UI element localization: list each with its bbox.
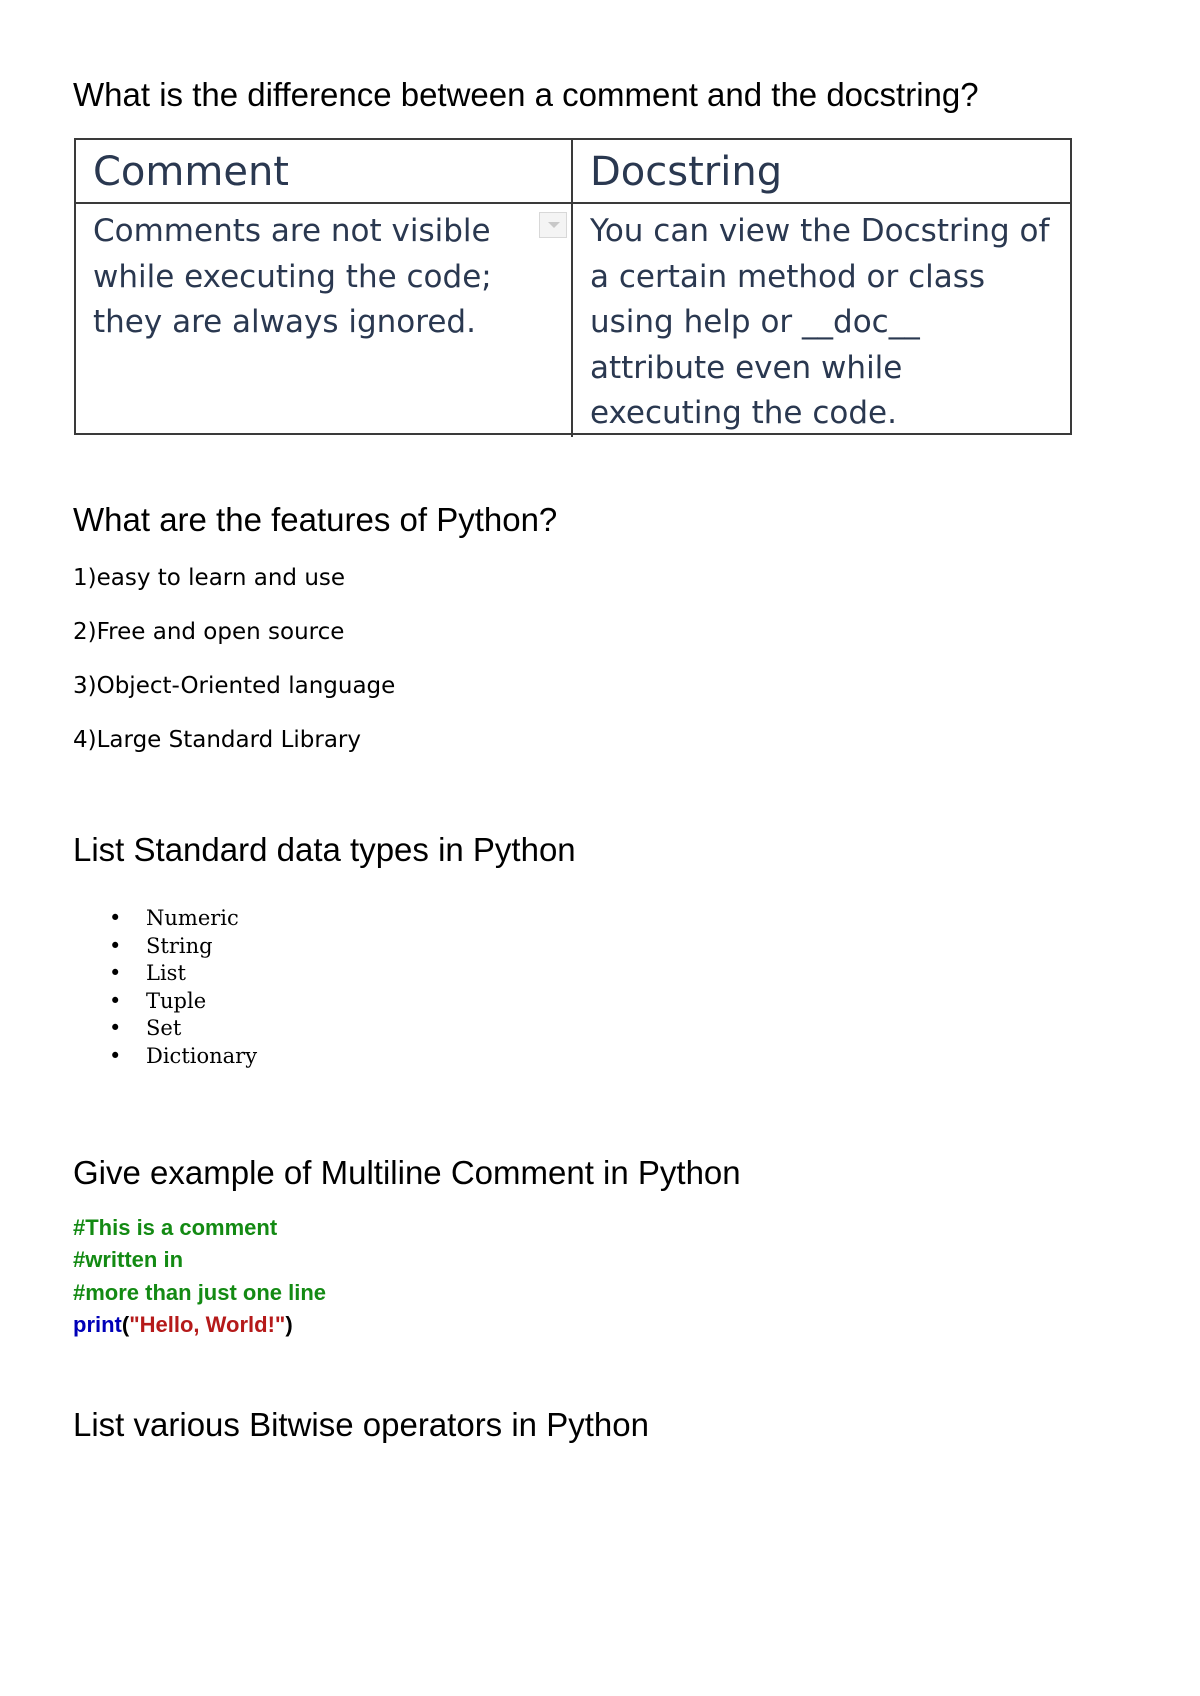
- question-heading-data-types: List Standard data types in Python: [73, 831, 576, 868]
- question-heading-multiline-comment: Give example of Multiline Comment in Python: [73, 1154, 741, 1191]
- code-string: "Hello, World!": [129, 1311, 286, 1337]
- list-item-label: List: [146, 961, 186, 986]
- table-cell-docstring: [573, 204, 1070, 437]
- bullet-icon: •: [109, 988, 122, 1013]
- list-item: [73, 960, 257, 988]
- list-item: [73, 1015, 257, 1043]
- table-cell-line: executing the code.: [590, 395, 897, 431]
- list-item-label: Set: [146, 1016, 182, 1041]
- code-comment-line: #This is a comment: [73, 1215, 278, 1240]
- code-close-paren: ): [285, 1311, 293, 1337]
- list-item-label: Tuple: [146, 988, 207, 1013]
- table-cell-line: You can view the Docstring of: [590, 213, 1050, 249]
- list-item: [73, 905, 257, 933]
- feature-item: 3)Object-Oriented language: [73, 673, 396, 699]
- bullet-icon: •: [109, 1016, 122, 1041]
- table-cell-line: while executing the code;: [93, 258, 492, 295]
- bullet-icon: •: [109, 906, 122, 930]
- table-header-docstring: Docstring: [573, 140, 1070, 204]
- table-cell-comment: [76, 204, 573, 437]
- feature-item: 1)easy to learn and use: [73, 565, 346, 591]
- feature-item: 2)Free and open source: [73, 619, 345, 645]
- bullet-icon: •: [109, 1043, 122, 1068]
- code-print-line: [73, 1309, 326, 1341]
- feature-item: 4)Large Standard Library: [73, 727, 361, 753]
- table-cell-line: a certain method or class: [590, 258, 986, 295]
- list-item-label: Dictionary: [146, 1043, 258, 1068]
- question-heading-comment-vs-docstring: What is the difference between a comment and the docstring?: [73, 76, 979, 113]
- data-types-list: [73, 905, 257, 1071]
- bullet-icon: •: [109, 961, 122, 986]
- code-comment-line: #more than just one line: [73, 1279, 327, 1305]
- table-cell-line: attribute even while: [590, 349, 903, 386]
- list-item: [73, 1043, 257, 1071]
- comment-docstring-table: [74, 138, 1072, 435]
- table-header-comment: Comment: [76, 140, 573, 204]
- code-sample: [73, 1212, 326, 1341]
- code-open-paren: (: [121, 1311, 130, 1337]
- list-item-label: Numeric: [146, 906, 239, 930]
- code-comment-line: #written in: [73, 1247, 184, 1273]
- list-item-label: String: [146, 933, 213, 958]
- table-cell-line: they are always ignored.: [93, 304, 476, 340]
- list-item: [73, 988, 257, 1016]
- question-heading-python-features: What are the features of Python?: [73, 501, 558, 538]
- code-keyword: print: [73, 1311, 122, 1337]
- list-item: [73, 933, 257, 961]
- question-heading-bitwise-operators: List various Bitwise operators in Python: [73, 1406, 649, 1443]
- table-cell-line: Comments are not visible: [93, 213, 491, 249]
- table-cell-line: using help or __doc__: [590, 304, 920, 340]
- bullet-icon: •: [109, 933, 122, 958]
- chevron-down-icon: [539, 212, 567, 238]
